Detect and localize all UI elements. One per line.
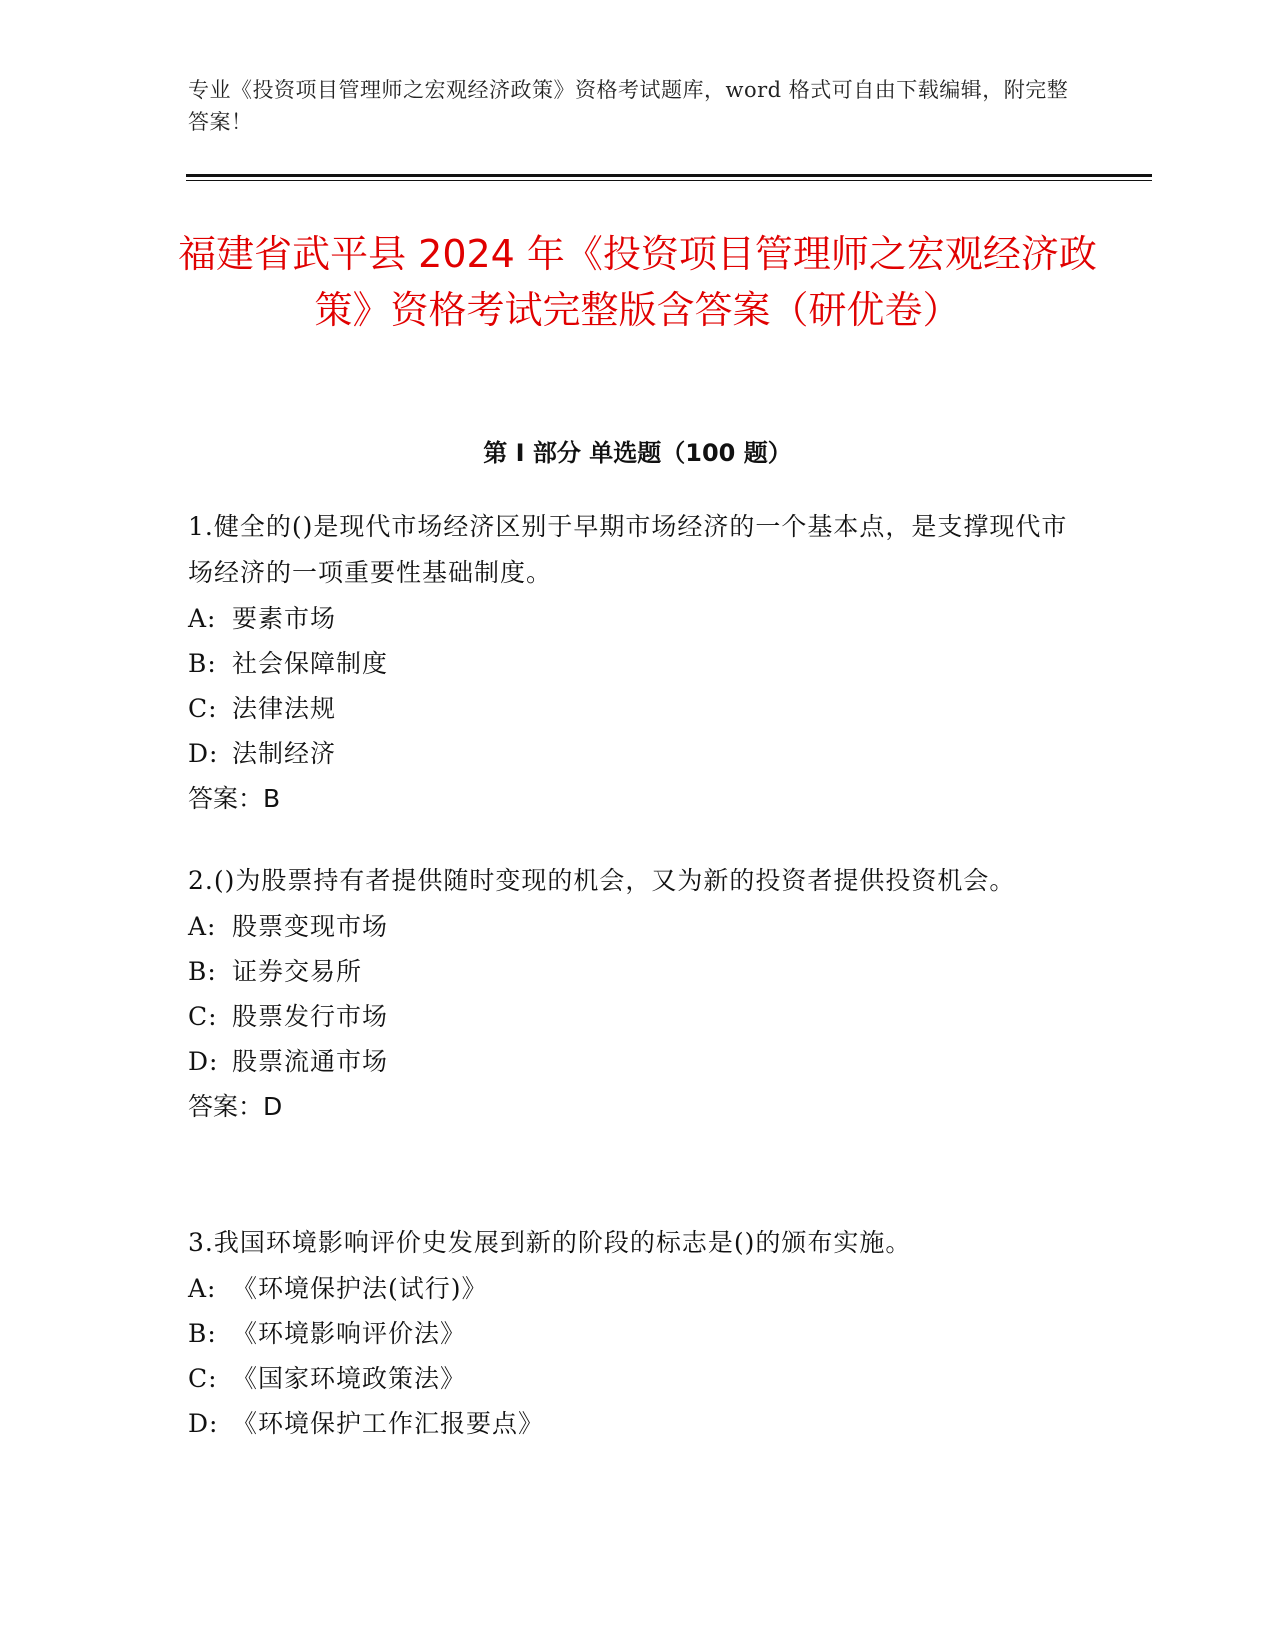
document-title: 福建省武平县 2024 年《投资项目管理师之宏观经济政策》资格考试完整版含答案（研优卷） — [178, 232, 1097, 332]
option-d — [188, 731, 1068, 776]
option-key: A: — [188, 604, 217, 633]
question-stem: 3.我国环境影响评价史发展到新的阶段的标志是()的颁布实施。 — [188, 1228, 912, 1257]
option-key: C: — [188, 1364, 218, 1393]
option-key: B: — [188, 1319, 217, 1348]
option-c — [188, 1356, 1068, 1401]
option-key: A: — [188, 1274, 217, 1303]
question-stem: 1.健全的()是现代市场经济区别于早期市场经济的一个基本点，是支撑现代市场经济的一项重要性基础制度。 — [188, 512, 1068, 587]
option-b — [188, 1311, 1068, 1356]
question-stem: 2.()为股票持有者提供随时变现的机会，又为新的投资者提供投资机会。 — [188, 866, 1016, 895]
option-text: 股票流通市场 — [232, 1047, 389, 1076]
option-c — [188, 994, 1068, 1039]
option-a — [188, 904, 1068, 949]
header-divider-thin — [186, 180, 1152, 181]
option-a — [188, 1266, 1068, 1311]
option-key: C: — [188, 1002, 218, 1031]
option-key: B: — [188, 649, 217, 678]
header-note: 专业《投资项目管理师之宏观经济政策》资格考试题库，word 格式可自由下载编辑，附完整答案！ — [188, 78, 1069, 134]
option-b — [188, 641, 1068, 686]
answer-line: 答案：D — [188, 1092, 283, 1121]
option-b — [188, 949, 1068, 994]
question-3 — [188, 1220, 1068, 1446]
option-key: D: — [188, 739, 219, 768]
option-text: 股票变现市场 — [232, 912, 389, 941]
option-key: A: — [188, 912, 217, 941]
option-key: D: — [188, 1047, 219, 1076]
option-d — [188, 1039, 1068, 1084]
header-divider-thick — [186, 174, 1152, 177]
option-key: D: — [188, 1409, 219, 1438]
option-text: 法律法规 — [232, 694, 337, 723]
question-2 — [188, 858, 1068, 1130]
option-c — [188, 686, 1068, 731]
option-text: 《国家环境政策法》 — [232, 1364, 467, 1393]
option-key: B: — [188, 957, 217, 986]
option-text: 社会保障制度 — [232, 649, 389, 678]
option-text: 证券交易所 — [232, 957, 363, 986]
answer-line: 答案：B — [188, 784, 281, 813]
option-text: 法制经济 — [232, 739, 337, 768]
question-1 — [188, 504, 1068, 822]
option-text: 要素市场 — [232, 604, 337, 633]
section-heading: 第 I 部分 单选题（100 题） — [483, 439, 792, 467]
option-key: C: — [188, 694, 218, 723]
option-a — [188, 596, 1068, 641]
option-text: 股票发行市场 — [232, 1002, 389, 1031]
option-text: 《环境影响评价法》 — [232, 1319, 467, 1348]
option-d — [188, 1401, 1068, 1446]
option-text: 《环境保护法(试行)》 — [232, 1274, 488, 1303]
option-text: 《环境保护工作汇报要点》 — [232, 1409, 545, 1438]
